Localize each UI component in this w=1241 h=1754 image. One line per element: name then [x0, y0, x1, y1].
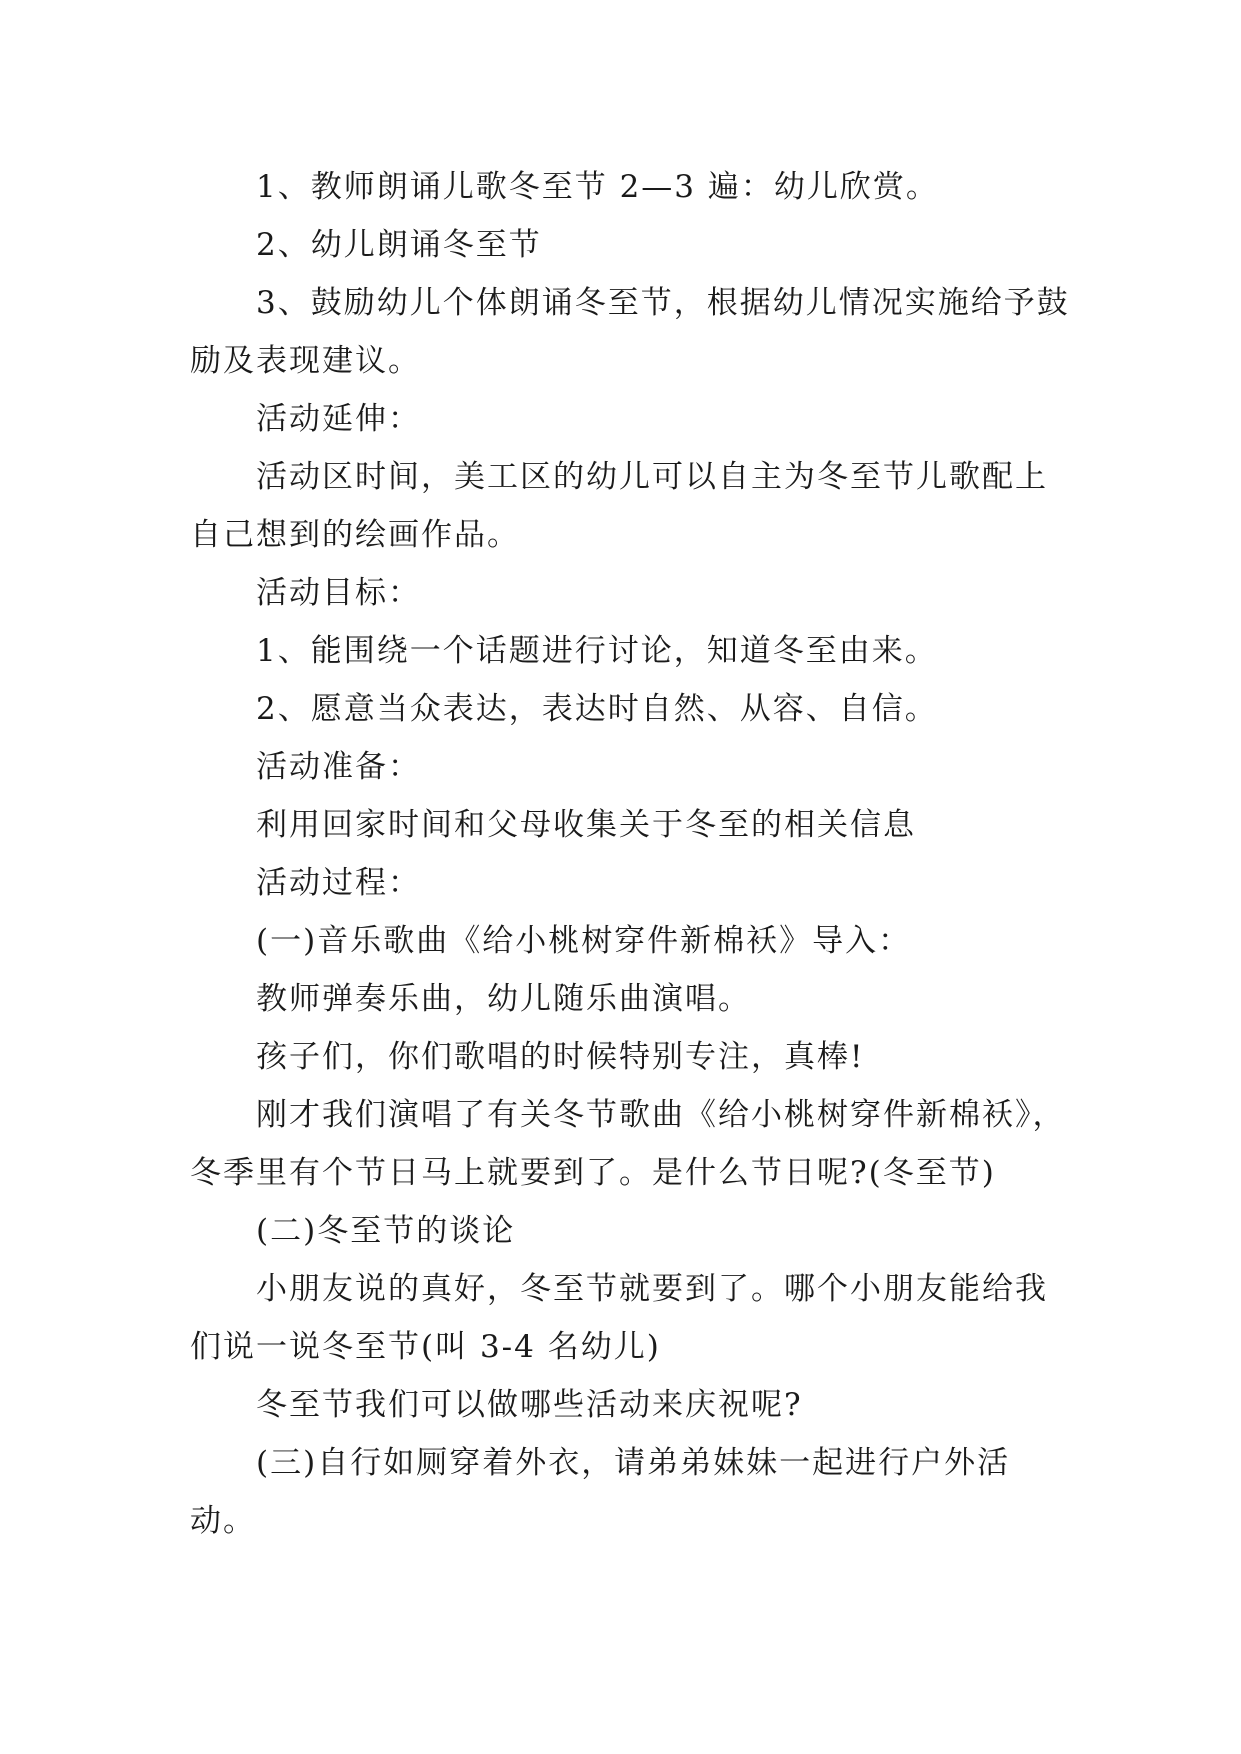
paragraph: 教师弹奏乐曲，幼儿随乐曲演唱。 [256, 981, 751, 1017]
document-body [190, 158, 1070, 1550]
paragraph: (一)音乐歌曲《给小桃树穿件新棉袄》导入： [256, 923, 912, 959]
section-heading: 活动延伸： [256, 401, 421, 437]
paragraph: 1、教师朗诵儿歌冬至节 2—3 遍：幼儿欣赏。 [256, 169, 939, 205]
paragraph: 孩子们，你们歌唱的时候特别专注，真棒! [256, 1039, 865, 1075]
section-heading: 活动过程： [256, 865, 421, 901]
section-heading: 活动准备： [256, 749, 421, 785]
paragraph: 2、幼儿朗诵冬至节 [256, 227, 542, 263]
paragraph: (三)自行如厕穿着外衣，请弟弟妹妹一起进行户外活动。 [190, 1445, 1011, 1539]
paragraph: 活动区时间，美工区的幼儿可以自主为冬至节儿歌配上自己想到的绘画作品。 [190, 459, 1048, 553]
paragraph: 冬至节我们可以做哪些活动来庆祝呢? [256, 1387, 803, 1423]
paragraph: (二)冬至节的谈论 [256, 1213, 516, 1249]
paragraph: 3、鼓励幼儿个体朗诵冬至节，根据幼儿情况实施给予鼓励及表现建议。 [190, 285, 1070, 379]
section-heading: 活动目标： [256, 575, 421, 611]
paragraph: 利用回家时间和父母收集关于冬至的相关信息 [256, 807, 916, 843]
paragraph: 1、能围绕一个话题进行讨论，知道冬至由来。 [256, 633, 938, 669]
paragraph: 小朋友说的真好，冬至节就要到了。哪个小朋友能给我们说一说冬至节(叫 3-4 名幼儿) [190, 1271, 1048, 1365]
paragraph: 2、愿意当众表达，表达时自然、从容、自信。 [256, 691, 938, 727]
paragraph: 刚才我们演唱了有关冬节歌曲《给小桃树穿件新棉袄》，冬季里有个节日马上就要到了。是什么节日呢?(冬至节) [190, 1097, 1066, 1191]
